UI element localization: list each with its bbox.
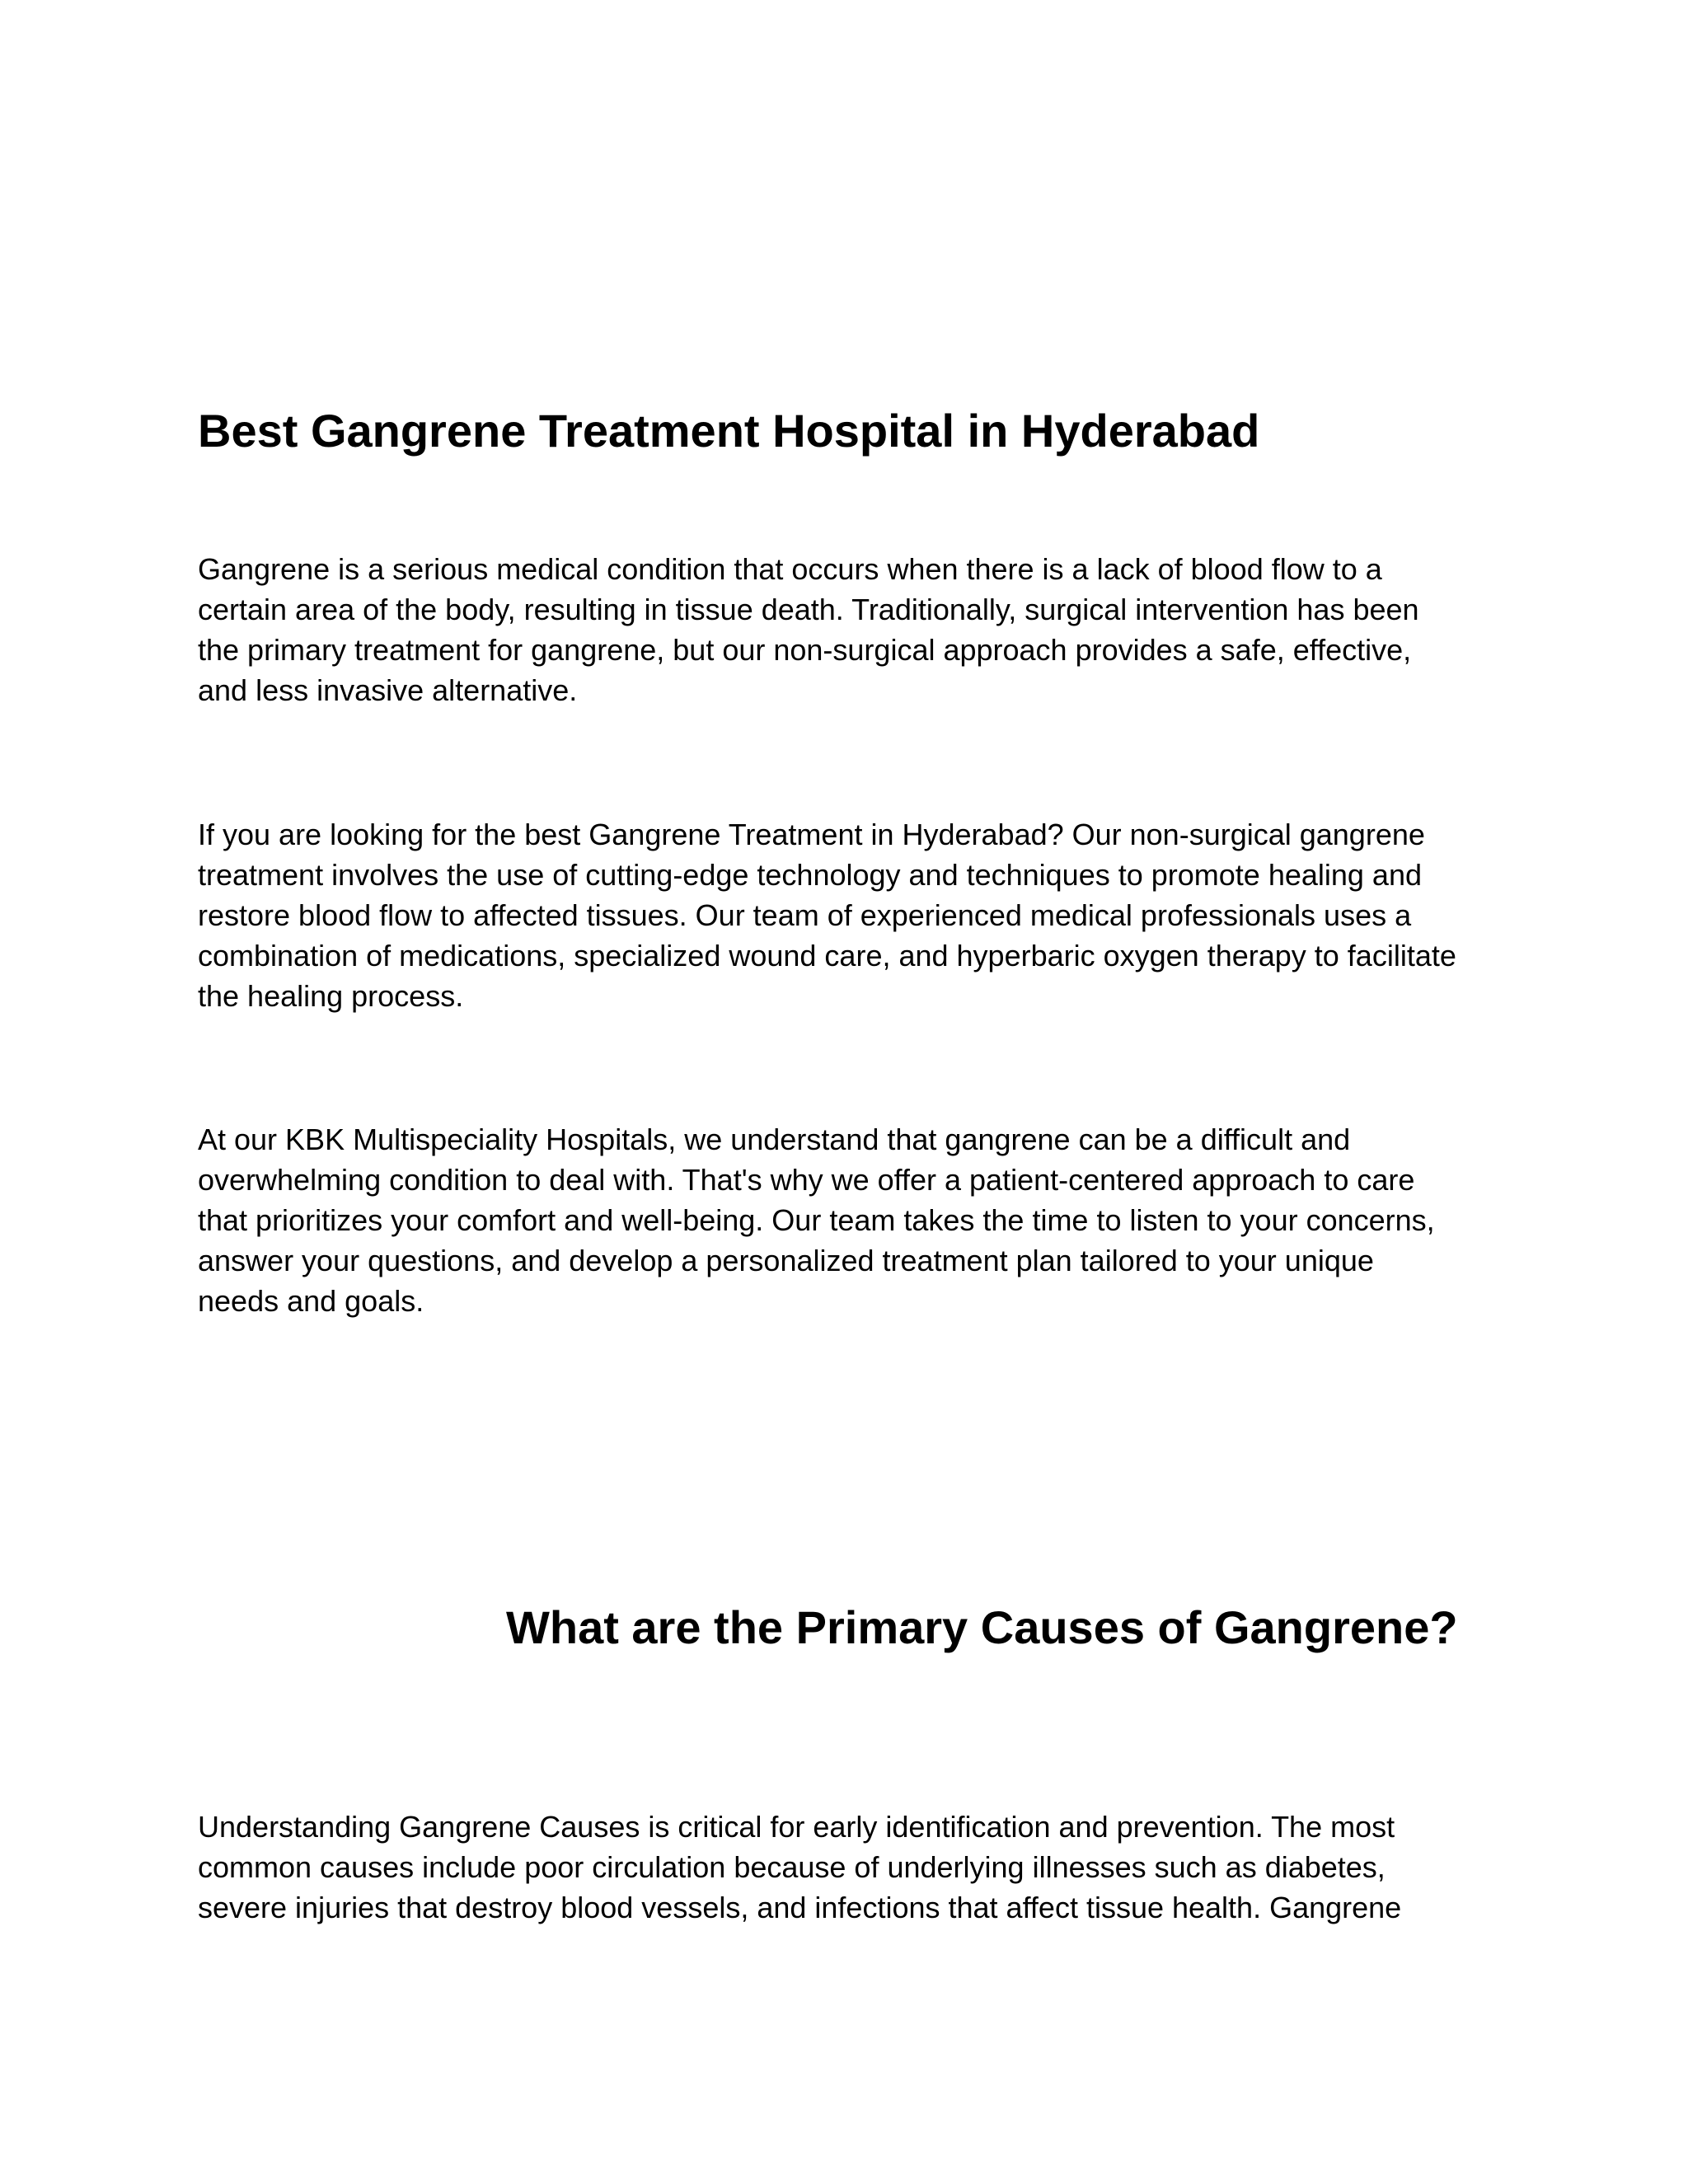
paragraph-line: At our KBK Multispeciality Hospitals, we understand that gangrene can be a difficult and <box>198 1122 1351 1156</box>
paragraph-line: Understanding Gangrene Causes is critical for early identification and prevention. The most <box>198 1810 1395 1844</box>
paragraph-line: If you are looking for the best Gangrene Treatment in Hyderabad? Our non-surgical gangrene <box>198 818 1425 851</box>
paragraph-line: that prioritizes your comfort and well-being. Our team takes the time to listen to your concerns, <box>198 1203 1435 1237</box>
paragraph-line: the healing process. <box>198 979 464 1013</box>
paragraph-line: restore blood flow to affected tissues. Our team of experienced medical professionals uses a <box>198 898 1412 932</box>
paragraph-line: common causes include poor circulation because of underlying illnesses such as diabetes, <box>198 1850 1386 1884</box>
paragraph-line: certain area of the body, resulting in tissue death. Traditionally, surgical intervention has been <box>198 593 1419 626</box>
treatment-paragraph <box>198 814 1517 1016</box>
paragraph-line: treatment involves the use of cutting-edge technology and techniques to promote healing and <box>198 858 1422 892</box>
paragraph-line: the primary treatment for gangrene, but our non-surgical approach provides a safe, effective, <box>198 633 1412 667</box>
paragraph-line: needs and goals. <box>198 1284 424 1318</box>
paragraph-line: answer your questions, and develop a personalized treatment plan tailored to your unique <box>198 1244 1374 1277</box>
causes-paragraph <box>198 1807 1517 1928</box>
intro-paragraph <box>198 549 1517 710</box>
causes-heading: What are the Primary Causes of Gangrene? <box>506 1601 1458 1653</box>
hospital-approach-paragraph <box>198 1119 1517 1321</box>
paragraph-line: severe injuries that destroy blood vessels, and infections that affect tissue health. Gangrene <box>198 1891 1402 1924</box>
paragraph-line: Gangrene is a serious medical condition that occurs when there is a lack of blood flow to a <box>198 552 1382 586</box>
paragraph-line: and less invasive alternative. <box>198 673 578 707</box>
page-title: Best Gangrene Treatment Hospital in Hyderabad <box>198 405 1260 457</box>
paragraph-line: overwhelming condition to deal with. That's why we offer a patient-centered approach to care <box>198 1163 1415 1197</box>
paragraph-line: combination of medications, specialized wound care, and hyperbaric oxygen therapy to facilitate <box>198 939 1456 972</box>
